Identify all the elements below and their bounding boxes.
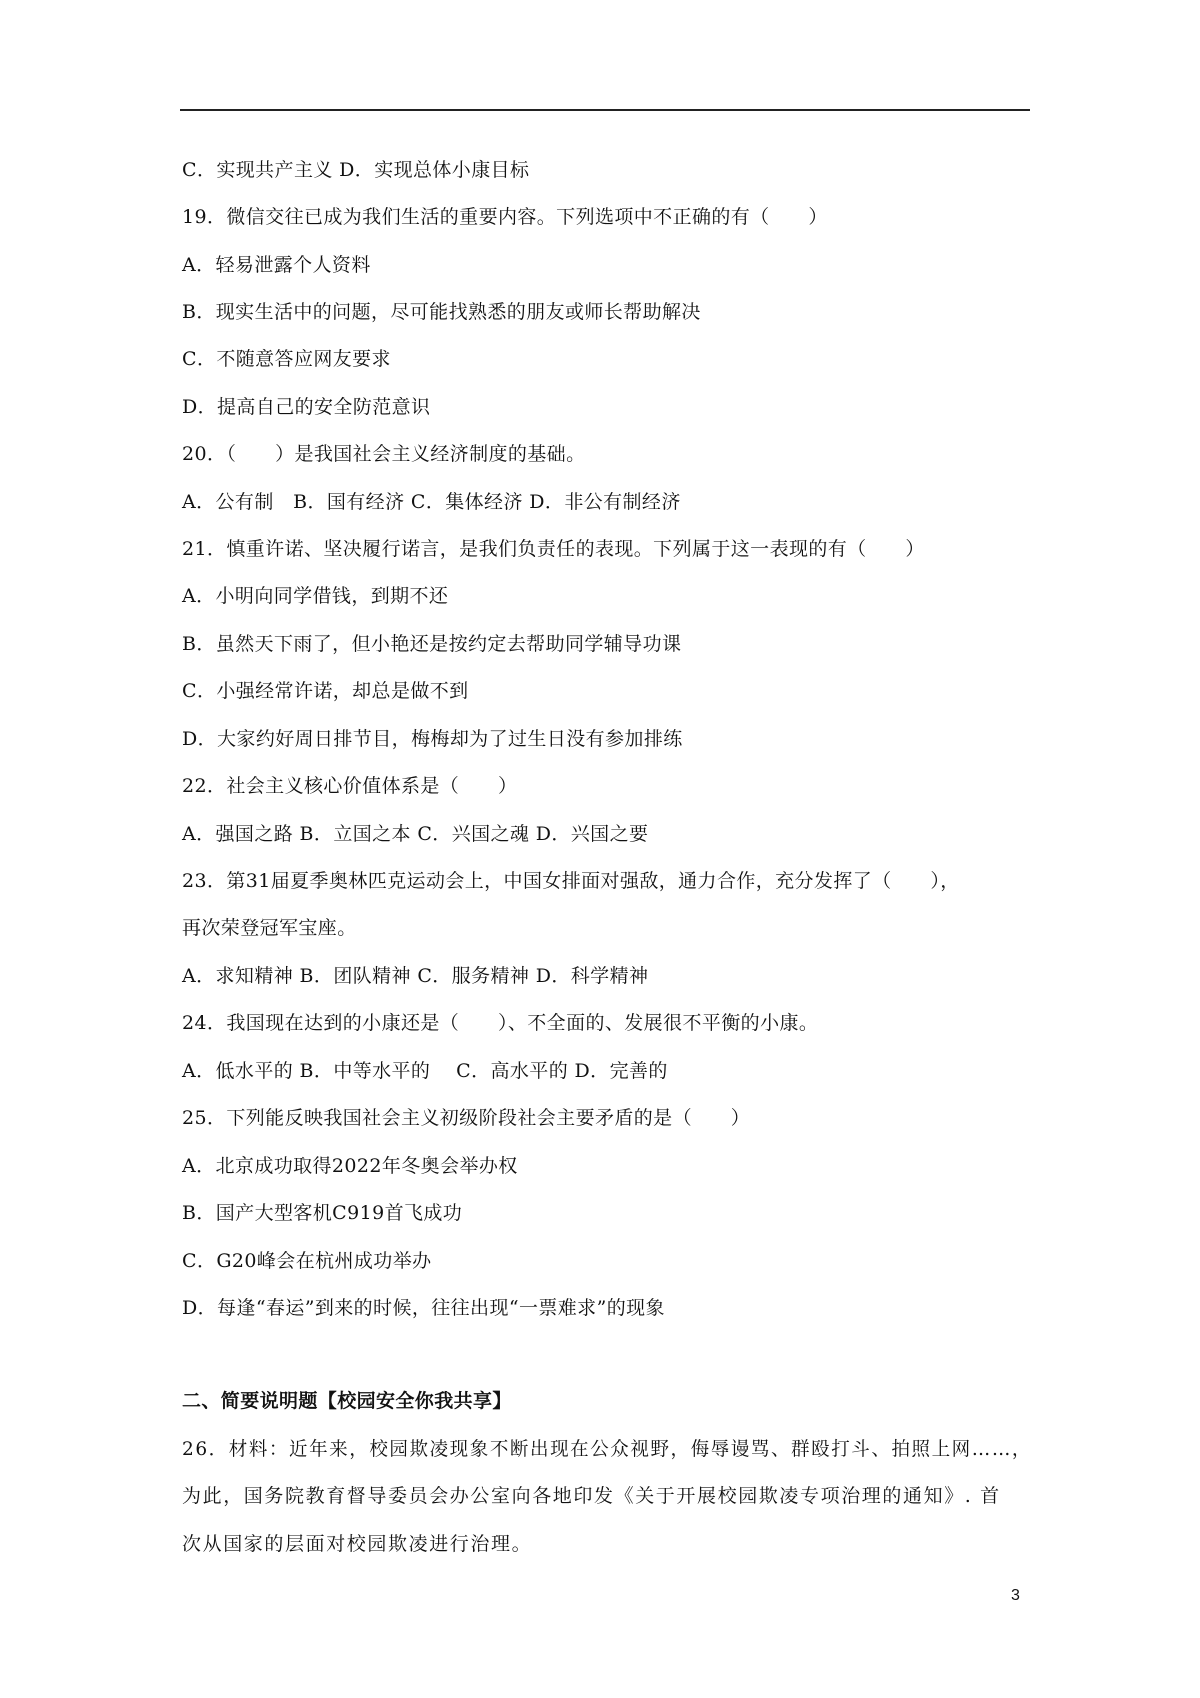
option-line: A．低水平的 B．中等水平的 C．高水平的 D．完善的: [182, 1060, 668, 1082]
material-line: 次从国家的层面对校园欺凌进行治理。: [182, 1533, 533, 1555]
question-24: 24．我国现在达到的小康还是（ ）、不全面的、发展很不平衡的小康。: [182, 1012, 819, 1034]
option-line: A．轻易泄露个人资料: [182, 254, 371, 276]
option-line: C．实现共产主义 D．实现总体小康目标: [182, 159, 530, 181]
question-23: 23．第31届夏季奥林匹克运动会上，中国女排面对强敌，通力合作，充分发挥了（ ），: [182, 870, 960, 892]
option-line: C．小强经常许诺，却总是做不到: [182, 680, 469, 702]
option-line: A．强国之路 B．立国之本 C．兴国之魂 D．兴国之要: [182, 823, 649, 845]
option-line: C．G20峰会在杭州成功举办: [182, 1250, 432, 1272]
option-line: D．每逢“春运”到来的时候，往往出现“一票难求”的现象: [182, 1297, 665, 1319]
option-line: A．公有制 B．国有经济 C．集体经济 D．非公有制经济: [182, 491, 681, 513]
option-line: D．提高自己的安全防范意识: [182, 396, 431, 418]
option-line: A．小明向同学借钱，到期不还: [182, 585, 449, 607]
question-22: 22．社会主义核心价值体系是（ ）: [182, 775, 518, 797]
material-line: 为此，国务院教育督导委员会办公室向各地印发《关于开展校园欺凌专项治理的通知》. 首: [182, 1485, 1001, 1507]
option-line: D．大家约好周日排节目，梅梅却为了过生日没有参加排练: [182, 728, 683, 750]
option-line: B．国产大型客机C919首飞成功: [182, 1202, 463, 1224]
option-line: A．北京成功取得2022年冬奥会举办权: [182, 1155, 518, 1177]
material-line: 26．材料：近年来，校园欺凌现象不断出现在公众视野，侮辱谩骂、群殴打斗、拍照上网……，: [182, 1438, 1033, 1460]
question-19: 19．微信交往已成为我们生活的重要内容。下列选项中不正确的有（ ）: [182, 206, 828, 228]
header-rule: [180, 109, 1030, 111]
question-23-continued: 再次荣登冠军宝座。: [182, 917, 357, 939]
question-21: 21．慎重许诺、坚决履行诺言，是我们负责任的表现。下列属于这一表现的有（ ）: [182, 538, 925, 560]
section-heading: 二、简要说明题【校园安全你我共享】: [182, 1390, 512, 1412]
option-line: B．现实生活中的问题，尽可能找熟悉的朋友或师长帮助解决: [182, 301, 701, 323]
option-line: C．不随意答应网友要求: [182, 348, 391, 370]
page-number: 3: [1011, 1587, 1020, 1604]
option-line: B．虽然天下雨了，但小艳还是按约定去帮助同学辅导功课: [182, 633, 682, 655]
question-20: 20．（ ）是我国社会主义经济制度的基础。: [182, 443, 586, 465]
question-25: 25．下列能反映我国社会主义初级阶段社会主要矛盾的是（ ）: [182, 1107, 751, 1129]
option-line: A．求知精神 B．团队精神 C．服务精神 D．科学精神: [182, 965, 649, 987]
